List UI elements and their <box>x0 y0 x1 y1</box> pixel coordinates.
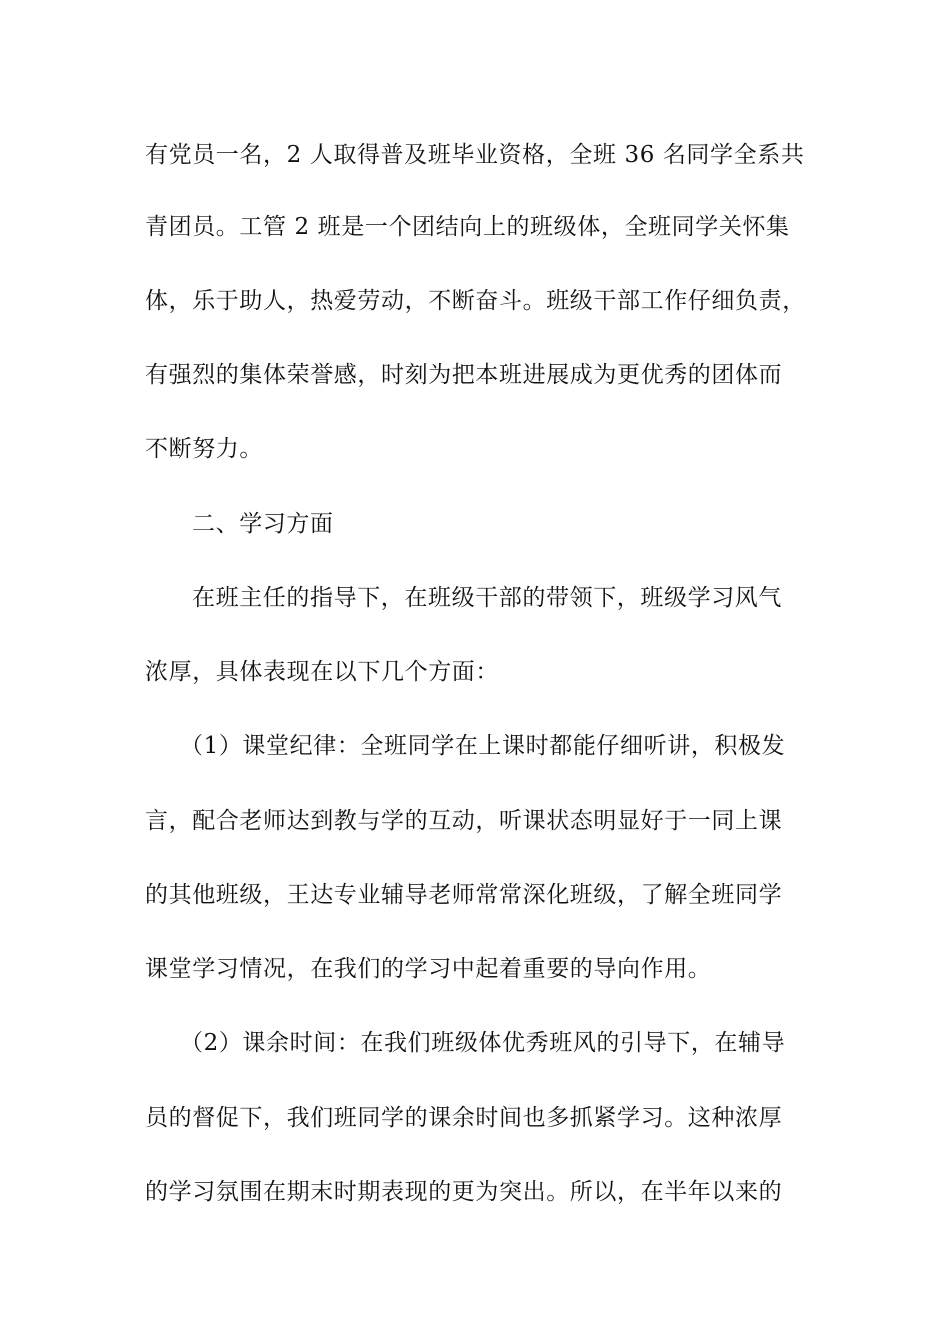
paragraph-line: 言，配合老师达到教与学的互动，听课状态明显好于一同上课 <box>145 808 783 834</box>
list-item-line: （1）课堂纪律：全班同学在上课时都能仔细听讲，积极发 <box>180 733 786 759</box>
paragraph-line: 青团员。工管 2 班是一个团结向上的班级体，全班同学关怀集 <box>145 214 790 240</box>
paragraph-line: 的学习氛围在期末时期表现的更为突出。所以，在半年以来的 <box>145 1179 783 1205</box>
list-item-line: （2）课余时间：在我们班级体优秀班风的引导下，在辅导 <box>180 1030 786 1056</box>
paragraph-line: 在班主任的指导下，在班级干部的带领下，班级学习风气 <box>192 585 782 611</box>
paragraph-line: 不断努力。 <box>145 436 263 462</box>
paragraph-line: 有党员一名，2 人取得普及班毕业资格，全班 36 名同学全系共 <box>145 142 805 168</box>
section-heading: 二、学习方面 <box>192 511 334 537</box>
paragraph-line: 课堂学习情况，在我们的学习中起着重要的导向作用。 <box>145 956 712 982</box>
paragraph-line: 员的督促下，我们班同学的课余时间也多抓紧学习。这种浓厚 <box>145 1105 783 1131</box>
paragraph-line: 体，乐于助人，热爱劳动，不断奋斗。班级干部工作仔细负责， <box>145 288 806 314</box>
paragraph-line: 有强烈的集体荣誉感，时刻为把本班进展成为更优秀的团体而 <box>145 362 783 388</box>
paragraph-line: 浓厚，具体表现在以下几个方面： <box>145 659 499 685</box>
paragraph-line: 的其他班级，王达专业辅导老师常常深化班级，了解全班同学 <box>145 882 783 908</box>
